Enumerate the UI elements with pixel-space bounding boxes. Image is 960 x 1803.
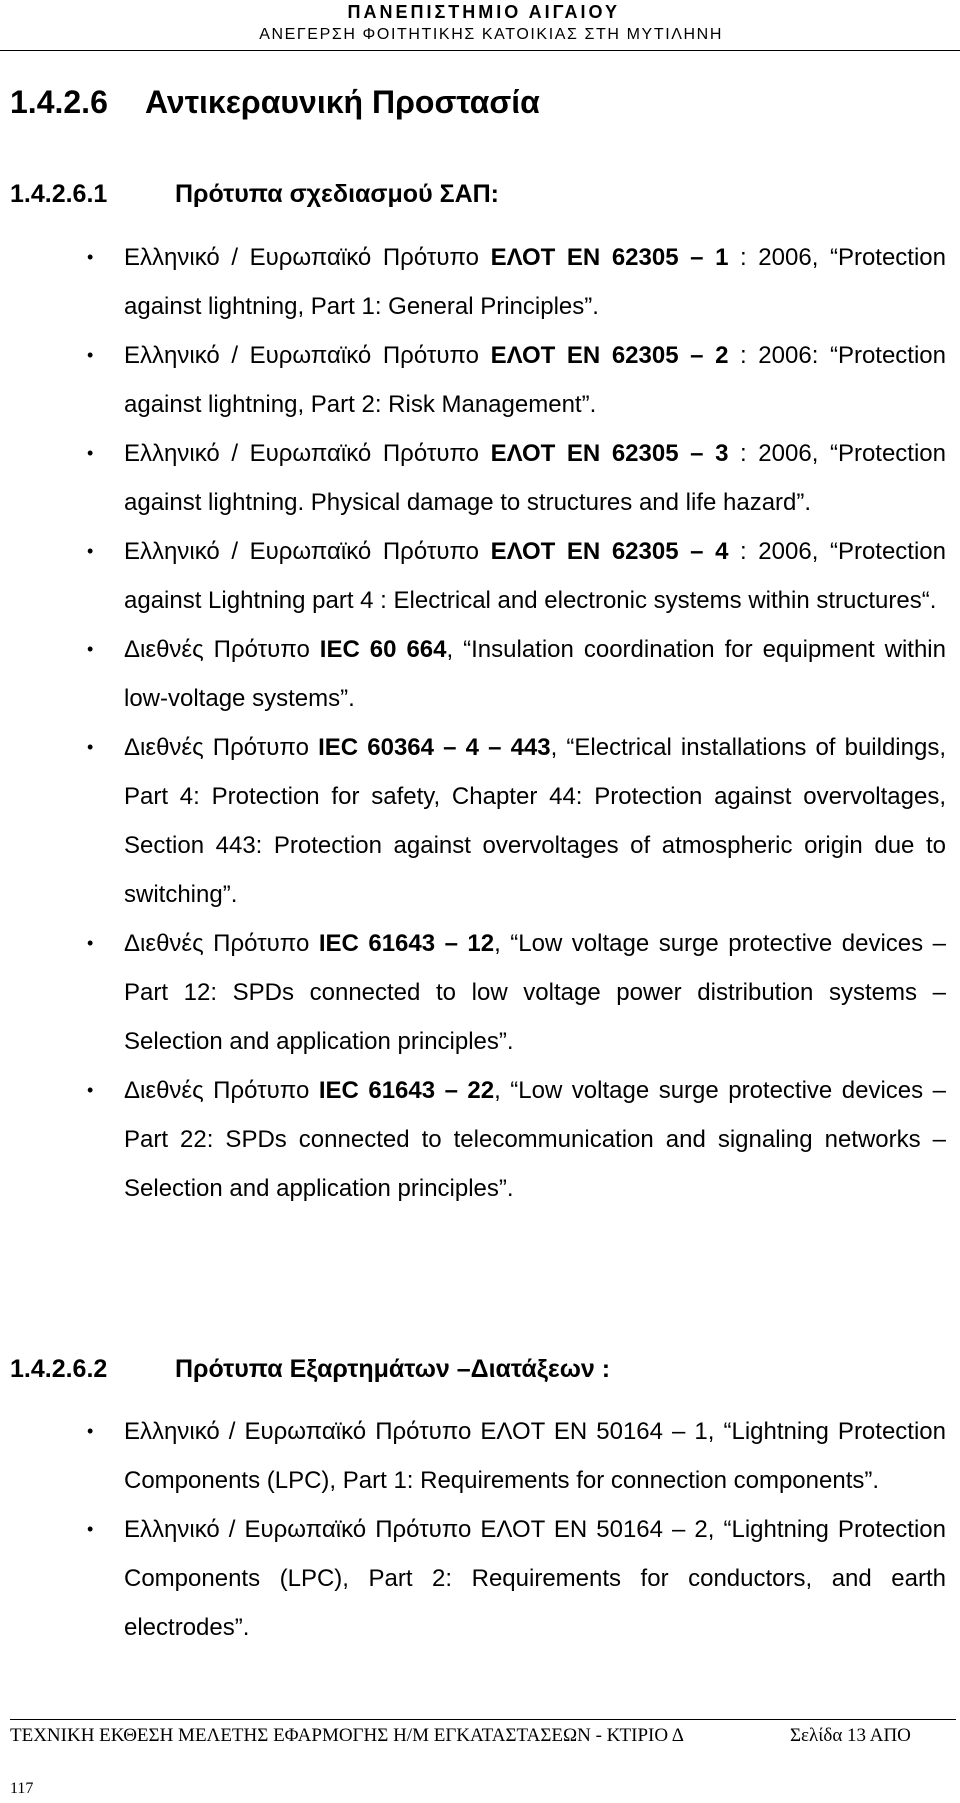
item-prefix: Διεθνές Πρότυπο (124, 734, 319, 761)
item-prefix: Διεθνές Πρότυπο (124, 930, 319, 957)
item-description: : 2006, “Protection against lightning. Physical damage to structures and life hazard”. (124, 440, 946, 516)
footer-page-label: Σελίδα 13 ΑΠΟ (790, 1725, 911, 1746)
subsection-number-2: 1.4.2.6.2 (10, 1355, 108, 1383)
bullet-icon: • (87, 443, 94, 463)
subsection-heading-1 (10, 180, 499, 209)
subsection-heading-2 (10, 1355, 610, 1384)
list-item (0, 233, 946, 331)
item-prefix: Ελληνικό / Ευρωπαϊκό Πρότυπο (124, 440, 491, 467)
bullet-icon: • (87, 933, 94, 953)
item-description: , “Electrical installations of buildings, Part 4: Protection for safety, Chapter 44: Protection against overvoltages, Section 443: Protection against overvoltages of atmospheric origin due to switching”. (124, 734, 947, 908)
header-project: ΑΝΕΓΕΡΣΗ ΦΟΙΤΗΤΙΚΗΣ ΚΑΤΟΙΚΙΑΣ ΣΤΗ ΜΥΤΙΛΗΝΗ (259, 26, 723, 43)
standard-code: IEC 60 664 (319, 636, 447, 663)
item-text: Ελληνικό / Ευρωπαϊκό Πρότυπο ΕΛΟΤ ΕΝ 50164 – 1, “Lightning Protection Components (LPC), Part 1: Requirements for connection components”. (124, 1418, 946, 1494)
footer-divider (10, 1719, 956, 1720)
item-prefix: Ελληνικό / Ευρωπαϊκό Πρότυπο (124, 244, 491, 271)
item-description: , “Low voltage surge protective devices – Part 22: SPDs connected to telecommunication and signaling networks – Selection and application principles”. (124, 1077, 946, 1202)
standard-code: IEC 60364 – 4 – 443 (318, 734, 551, 761)
item-text: Ελληνικό / Ευρωπαϊκό Πρότυπο ΕΛΟΤ ΕΝ 50164 – 2, “Lightning Protection Components (LPC), Part 2: Requirements for conductors, and earth electrodes”. (124, 1516, 946, 1641)
item-description: : 2006: “Protection against lightning, Part 2: Risk Management”. (124, 342, 946, 418)
bullet-icon: • (87, 639, 94, 659)
header-divider (0, 50, 960, 51)
standard-code: ΕΛΟΤ ΕΝ 62305 – 3 (490, 440, 729, 467)
bullet-icon: • (87, 247, 94, 267)
list-item (0, 527, 946, 625)
item-description: , “Insulation coordination for equipment within low-voltage systems”. (124, 636, 946, 712)
item-prefix: Διεθνές Πρότυπο (124, 1077, 319, 1104)
bullet-icon: • (87, 1421, 94, 1441)
list-item (0, 625, 946, 723)
list-item (0, 1407, 946, 1505)
standard-code: IEC 61643 – 22 (318, 1077, 495, 1104)
list-item (0, 1066, 946, 1213)
subsection-number-1: 1.4.2.6.1 (10, 180, 108, 208)
bullet-icon: • (87, 541, 94, 561)
item-description: , “Low voltage surge protective devices – Part 12: SPDs connected to low voltage power distribution systems – Selection and application principles”. (124, 930, 946, 1055)
item-prefix: Ελληνικό / Ευρωπαϊκό Πρότυπο (124, 342, 491, 369)
bullet-icon: • (87, 345, 94, 365)
standard-code: ΕΛΟΤ ΕΝ 62305 – 1 (490, 244, 729, 271)
standard-code: IEC 61643 – 12 (318, 930, 495, 957)
section-number: 1.4.2.6 (10, 84, 108, 120)
section-heading (10, 84, 540, 121)
item-prefix: Ελληνικό / Ευρωπαϊκό Πρότυπο (124, 538, 491, 565)
design-standards-list (0, 233, 960, 1213)
bullet-icon: • (87, 737, 94, 757)
list-item (0, 723, 946, 919)
subsection-title-2: Πρότυπα Εξαρτημάτων –Διατάξεων : (175, 1355, 611, 1383)
list-item (0, 331, 946, 429)
list-item (0, 429, 946, 527)
footer-page-total: 117 (10, 1780, 34, 1797)
list-item (0, 919, 946, 1066)
subsection-title-1: Πρότυπα σχεδιασμού ΣΑΠ: (175, 180, 499, 208)
item-prefix: Διεθνές Πρότυπο (124, 636, 320, 663)
list-item (0, 1505, 946, 1652)
component-standards-list (0, 1407, 960, 1652)
standard-code: ΕΛΟΤ ΕΝ 62305 – 4 (490, 538, 729, 565)
item-description: : 2006, “Protection against lightning, Part 1: General Principles”. (124, 244, 946, 320)
header-university: ΠΑΝΕΠΙΣΤΗΜΙΟ ΑΙΓΑΙΟΥ (347, 2, 620, 22)
section-title: Αντικεραυνική Προστασία (145, 84, 540, 120)
bullet-icon: • (87, 1519, 94, 1539)
bullet-icon: • (87, 1080, 94, 1100)
footer-document-title: ΤΕΧΝΙΚΗ ΕΚΘΕΣΗ ΜΕΛΕΤΗΣ ΕΦΑΡΜΟΓΗΣ Η/Μ ΕΓΚΑΤΑΣΤΑΣΕΩΝ - ΚΤΙΡΙΟ Δ (10, 1725, 685, 1746)
standard-code: ΕΛΟΤ ΕΝ 62305 – 2 (490, 342, 729, 369)
item-description: : 2006, “Protection against Lightning part 4 : Electrical and electronic systems within structures“. (124, 538, 946, 614)
